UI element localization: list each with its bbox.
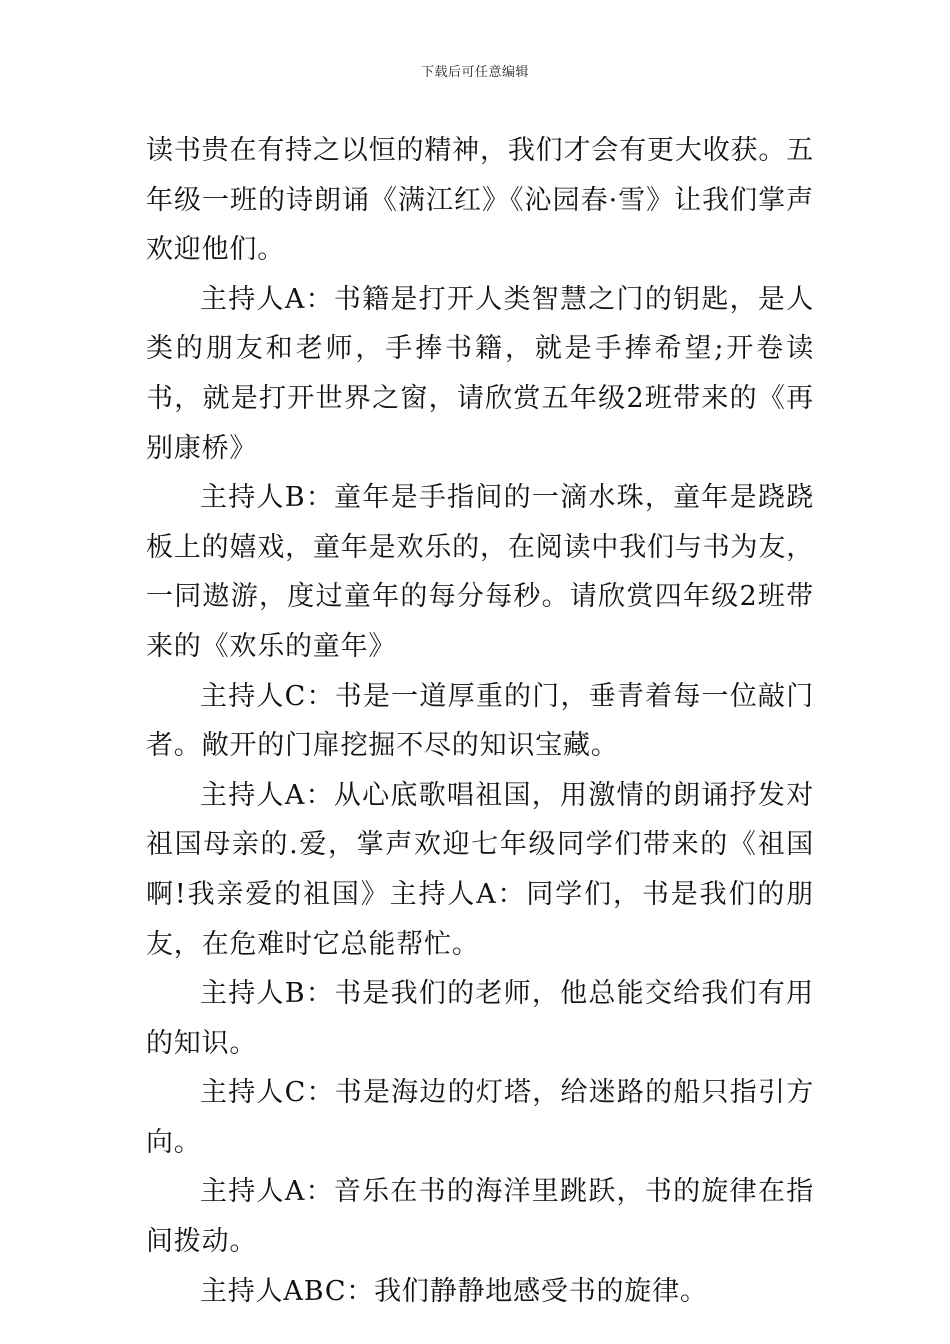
paragraph-host-a-1: 主持人A：书籍是打开人类智慧之门的钥匙，是人类的朋友和老师，手捧书籍，就是手捧希望;开卷读书，就是打开世界之窗，请欣赏五年级2班带来的《再别康桥》 xyxy=(146,283,814,464)
page-header-note: 下载后可任意编辑 xyxy=(420,65,529,80)
paragraph-host-b-1: 主持人B：童年是手指间的一滴水珠，童年是跷跷板上的嬉戏，童年是欢乐的，在阅读中我们与书为友，一同遨游，度过童年的每分每秒。请欣赏四年级2班带来的《欢乐的童年》 xyxy=(146,482,814,662)
paragraph-continuation: 读书贵在有持之以恒的精神，我们才会有更大收获。五年级一班的诗朗诵《满江红》《沁园春·雪》让我们掌声欢迎他们。 xyxy=(146,135,814,266)
paragraph-host-a-3: 主持人A：音乐在书的海洋里跳跃，书的旋律在指间拨动。 xyxy=(146,1176,814,1258)
paragraph-host-c-2: 主持人C：书是海边的灯塔，给迷路的船只指引方向。 xyxy=(146,1077,814,1158)
paragraph-host-b-2: 主持人B：书是我们的老师，他总能交给我们有用的知识。 xyxy=(146,978,814,1059)
paragraph-host-a-2: 主持人A：从心底歌唱祖国，用激情的朗诵抒发对祖国母亲的.爱，掌声欢迎七年级同学们带来的《祖国啊!我亲爱的祖国》主持人A：同学们，书是我们的朋友，在危难时它总能帮忙。 xyxy=(146,779,814,960)
paragraph-host-abc: 主持人ABC：我们静静地感受书的旋律。 xyxy=(200,1275,708,1307)
paragraph-host-c-1: 主持人C：书是一道厚重的门，垂青着每一位敲门者。敞开的门扉挖掘不尽的知识宝藏。 xyxy=(146,680,814,762)
document-body xyxy=(146,126,814,1316)
